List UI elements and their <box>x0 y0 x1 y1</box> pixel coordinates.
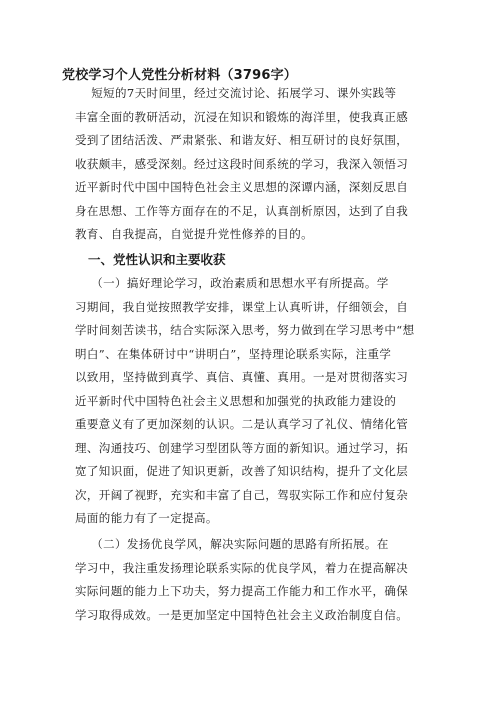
text-line: 明白”、在集体研讨中“讲明白”，坚持理论联系实际，注重学 <box>75 346 392 361</box>
text-line: 丰富全面的教研活动，沉浸在知识和锻炼的海洋里，使我真正感 <box>75 109 409 124</box>
text-line: 实际问题的能力上下功夫，努力提高工作能力和工作水平，确保 <box>75 584 409 598</box>
text-line: 以致用，坚持做到真学、真信、真懂、真用。一是对贯彻落实习 <box>75 370 409 384</box>
text-line: 理、沟通技巧、创建学习型团队等方面的新知识。通过学习，拓 <box>75 440 409 455</box>
text-line: 收获颇丰，感受深刻。经过这段时间系统的学习，我深入领悟习 <box>75 156 409 171</box>
paragraph-intro <box>75 82 427 247</box>
text-line: 次，开阔了视野，充实和丰富了自己，驾驭实际工作和应付复杂 <box>75 487 409 502</box>
text-line: 教育、自我提高，自觉提升党性修养的目的。 <box>75 227 313 241</box>
text-line: （一）搞好理论学习，政治素质和思想水平有所提高。学 <box>75 276 389 290</box>
text-line: 学习中，我注重发扬理论联系实际的优良学风，着力在提高解决 <box>75 560 409 575</box>
text-line: 习期间，我自觉按照教学安排，课堂上认真听讲，仔细领会，自 <box>75 299 409 314</box>
text-line: 近平新时代中国中国特色社会主义思想的深谭内涵，深刻反思自 <box>75 180 409 194</box>
section-heading: 一、党性认识和主要收获 <box>88 252 226 267</box>
paragraph-section-2 <box>75 533 427 627</box>
text-line: 学习取得成效。一是更加坚定中国特色社会主义政治制度自信。 <box>75 607 409 622</box>
document-title: 党校学习个人党性分析材料（3796字） <box>62 68 297 83</box>
text-line: 近平新时代中国特色社会主义思想和加强党的执政能力建设的 <box>75 393 397 408</box>
text-line: 宽了知识面，促进了知识更新，改善了知识结构，提升了文化层 <box>75 464 409 478</box>
text-line: 短短的7天时间里，经过交流讨论、拓展学习、课外实践等 <box>75 86 397 100</box>
text-line: 身在思想、工作等方面存在的不足，认真剖析原因，达到了自我 <box>75 203 409 218</box>
text-line: 重要意义有了更加深刻的认识。二是认真学习了礼仪、情绪化管 <box>75 417 409 431</box>
text-line: （二）发扬优良学风，解决实际问题的思路有所拓展。在 <box>75 537 389 551</box>
text-line: 学时间刻苦读书，结合实际深入思考，努力做到在学习思考中“想 <box>75 323 415 337</box>
text-line: 局面的能力有了一定提高。 <box>75 511 218 525</box>
paragraph-section-1 <box>75 272 427 531</box>
text-line: 受到了团结活泼、严肃紧张、和谐友好、相互研讨的良好氛围， <box>75 133 409 147</box>
